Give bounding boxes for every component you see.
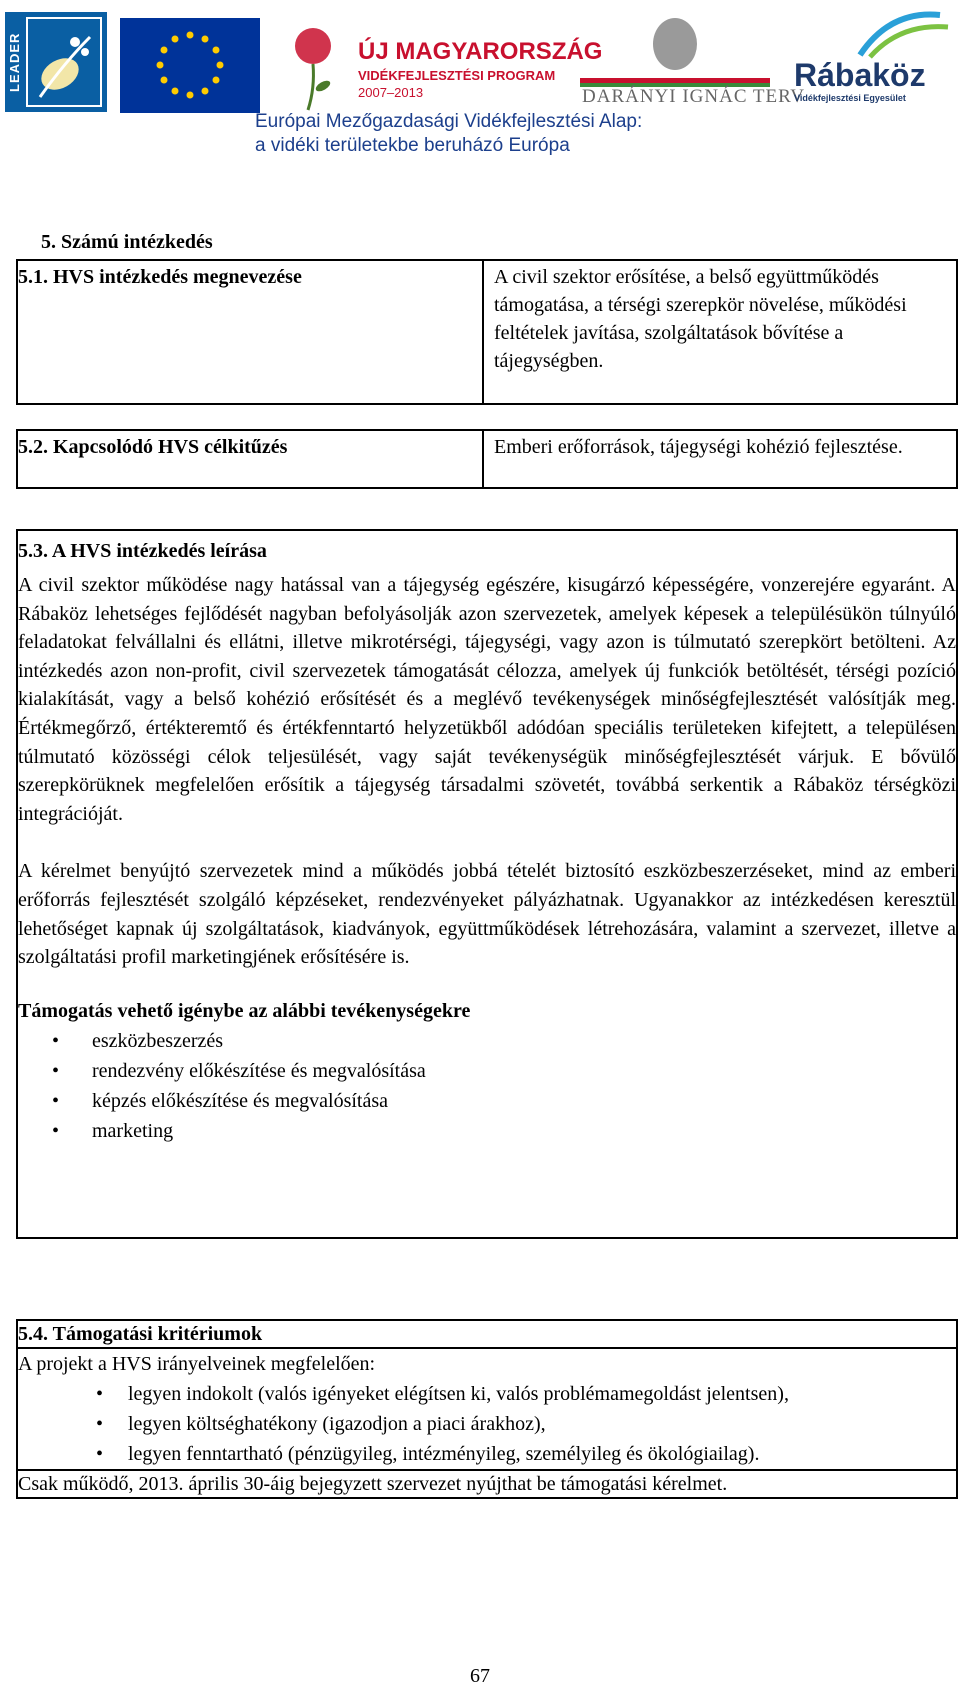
leader-logo-text: LEADER bbox=[7, 32, 22, 92]
daranyi-ignac-terv-logo bbox=[580, 14, 806, 109]
measure-table-2 bbox=[16, 429, 958, 489]
wave-icon bbox=[790, 5, 955, 60]
logo-header bbox=[0, 0, 960, 170]
rabakoz-subtitle: Vidékfejlesztési Egyesület bbox=[794, 93, 906, 103]
leader-logo bbox=[5, 12, 107, 112]
rabakoz-title: Rábaköz bbox=[794, 57, 926, 93]
eafrd-line2: a vidéki területekbe beruházó Európa bbox=[255, 135, 570, 156]
eafrd-slogan bbox=[255, 110, 642, 158]
activities-title: Támogatás vehető igénybe az alábbi tevékenységekre bbox=[18, 999, 471, 1022]
ujm-years: 2007–2013 bbox=[358, 85, 424, 100]
list-item: • legyen költséghatékony (igazodjon a piaci árakhoz), bbox=[18, 1409, 956, 1439]
spacer bbox=[18, 972, 956, 996]
criteria-box bbox=[16, 1319, 958, 1499]
table-row bbox=[17, 260, 957, 404]
ujm-subtitle: VIDÉKFEJLESZTÉSI PROGRAM bbox=[358, 68, 556, 83]
page-number: 67 bbox=[470, 1665, 490, 1687]
ujm-title: ÚJ MAGYARORSZÁG bbox=[358, 38, 603, 65]
portrait-icon bbox=[580, 14, 770, 89]
document-body bbox=[16, 225, 958, 1499]
criteria-footnote: Csak működő, 2013. április 30-áig bejegyzett szervezet nyújthat be támogatási kérelmet. bbox=[18, 1469, 956, 1497]
rose-icon bbox=[283, 18, 353, 113]
spacer bbox=[16, 489, 958, 529]
leaf-icon bbox=[5, 12, 107, 112]
daranyi-text: DARÁNYI IGNÁC TERV bbox=[582, 86, 806, 107]
eu-stars-icon bbox=[120, 18, 260, 113]
criteria-list bbox=[18, 1379, 956, 1469]
list-item: • legyen fenntartható (pénzügyileg, intézményileg, személyileg és ökológiailag). bbox=[18, 1439, 956, 1469]
table-row bbox=[17, 430, 957, 488]
table-key: 5.2. Kapcsolódó HVS célkitűzés bbox=[17, 430, 483, 488]
spacer bbox=[18, 828, 956, 857]
table-key: 5.1. HVS intézkedés megnevezése bbox=[17, 260, 483, 404]
list-item: • képzés előkészítése és megvalósítása bbox=[18, 1086, 956, 1116]
activities-list bbox=[18, 1026, 956, 1146]
description-title: 5.3. A HVS intézkedés leírása bbox=[18, 540, 267, 562]
description-paragraph-1: A civil szektor működése nagy hatással van a tájegység egészére, kisugárzó képességére, vonzerejére egyaránt. A Rábaköz lehetséges fejlődését nagyban befolyásolják azon szervezetek, amelyek képesek a településükön túlnyúló feladatokat felvállalni és ellátni, illetve mikrotérségi, tájegységi, vagy azon is túlmutató szerepkört betölteni. Az intézkedés azon non-profit, civil szervezetek támogatását célozza, amelyek új funkciók betöltését, térségi pozíció kialakítását, vagy a belső kohézió erősítését és a meglévő tevékenységek minőségfejlesztését valósítják meg. Értékmegőrző, értékteremtő és értékfenntartó helyzetükből adódóan speciális területeken kifejtett, a településen túlmutató közösségi célok teljesülését, vagy saját tevékenységük minőségfejlesztését várjuk. E bővülő szerepkörüknek megfelelően erősítik a tájegység társadalmi szövetét, továbbá serkentik a Rábaköz térségközi integrációját. bbox=[18, 574, 956, 825]
description-paragraph-2: A kérelmet benyújtó szervezetek mind a működés jobbá tételét biztosító eszközbeszerzéseket, mind az emberi erőforrás fejlesztését szolgáló képzéseket, rendezvényeket pályázhatnak. Ugyanakkor az intézkedésen keresztül lehetőséget kapnak új szolgáltatások, kiadványok, együttműködések létrehozására, valamint a szervezet, illetve a szolgáltatási profil marketingjének erősítésére is. bbox=[18, 860, 956, 969]
eu-flag bbox=[120, 18, 260, 113]
eafrd-line1: Európai Mezőgazdasági Vidékfejlesztési Alap: bbox=[255, 111, 643, 132]
spacer bbox=[16, 405, 958, 429]
description-box bbox=[16, 529, 958, 1239]
criteria-intro: A projekt a HVS irányelveinek megfelelően: bbox=[18, 1353, 376, 1375]
list-item: • rendezvény előkészítése és megvalósítása bbox=[18, 1056, 956, 1086]
table-value: A civil szektor erősítése, a belső együttműködés támogatása, a térségi szerepkör növelése, működési feltételek javítása, szolgáltatások bővítése a tájegységben. bbox=[483, 260, 957, 404]
list-item: • eszközbeszerzés bbox=[18, 1026, 956, 1056]
rabakoz-logo bbox=[790, 5, 955, 115]
spacer bbox=[16, 1239, 958, 1319]
table-value: Emberi erőforrások, tájegységi kohézió fejlesztése. bbox=[483, 430, 957, 488]
section-title: 5. Számú intézkedés bbox=[41, 231, 213, 253]
uj-magyarorszag-logo bbox=[283, 18, 603, 113]
measure-table-1 bbox=[16, 259, 958, 405]
list-item: • marketing bbox=[18, 1116, 956, 1146]
list-item: • legyen indokolt (valós igényeket elégítsen ki, valós problémamegoldást jelentsen), bbox=[18, 1379, 956, 1409]
criteria-title: 5.4. Támogatási kritériumok bbox=[18, 1321, 956, 1349]
